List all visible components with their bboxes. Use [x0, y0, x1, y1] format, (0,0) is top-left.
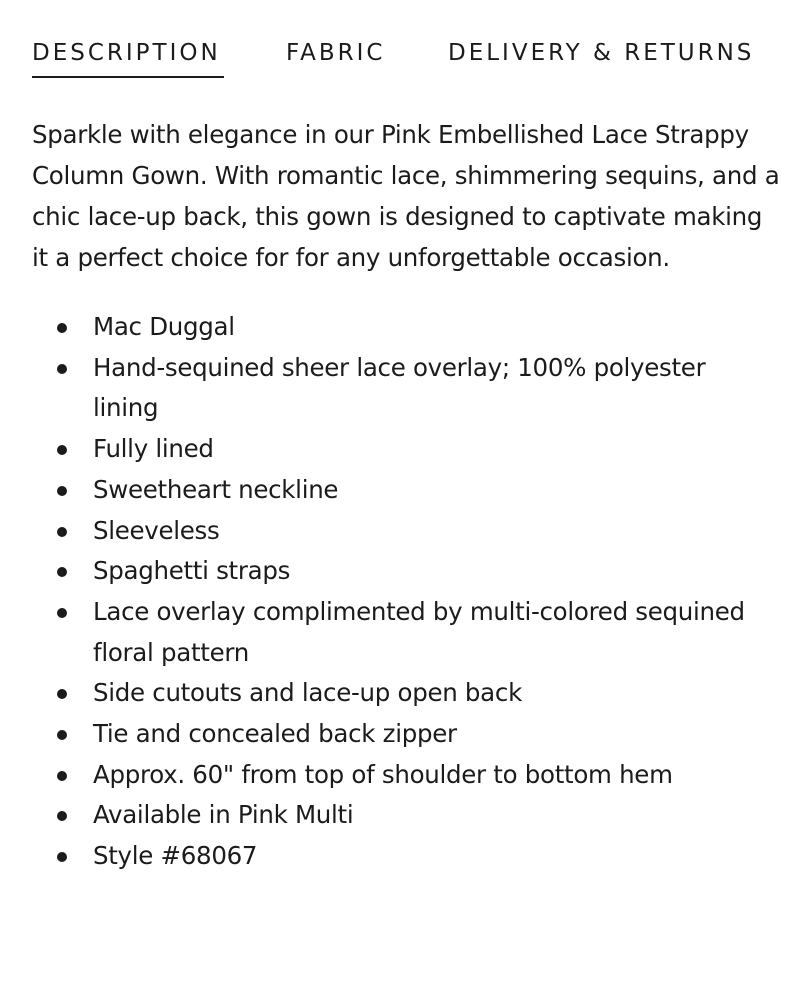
bullet-icon	[57, 608, 67, 618]
tab-delivery-returns[interactable]: DELIVERY & RETURNS	[448, 40, 755, 66]
list-item	[32, 836, 772, 877]
list-item	[32, 551, 772, 592]
bullet-icon	[57, 852, 67, 862]
bullet-icon	[57, 323, 67, 333]
product-features-list	[32, 307, 772, 877]
feature-text: Sleeveless	[93, 515, 220, 545]
list-item	[32, 592, 772, 673]
feature-text: Sweetheart neckline	[93, 474, 339, 504]
feature-text: Side cutouts and lace-up open back	[93, 678, 522, 708]
feature-text: Mac Duggal	[93, 312, 235, 341]
feature-text: Spaghetti straps	[93, 556, 291, 586]
bullet-icon	[57, 689, 67, 699]
list-item	[32, 755, 772, 796]
product-info-tabs	[32, 36, 781, 82]
tab-description[interactable]: DESCRIPTION	[32, 40, 221, 66]
feature-text: Available in Pink Multi	[93, 800, 354, 830]
bullet-icon	[57, 811, 67, 821]
feature-text: Lace overlay complimented by multi-colored sequined floral pattern	[93, 596, 745, 667]
bullet-icon	[57, 445, 67, 455]
feature-text: Style #68067	[93, 841, 258, 871]
list-item	[32, 511, 772, 552]
bullet-icon	[57, 771, 67, 781]
bullet-icon	[57, 527, 67, 537]
feature-text: Hand-sequined sheer lace overlay; 100% polyester lining	[93, 352, 706, 423]
list-item	[32, 307, 772, 348]
bullet-icon	[57, 567, 67, 577]
bullet-icon	[57, 730, 67, 740]
feature-text: Approx. 60" from top of shoulder to bottom hem	[93, 759, 673, 789]
list-item	[32, 714, 772, 755]
feature-text: Fully lined	[93, 434, 214, 464]
product-description: Sparkle with elegance in our Pink Embellished Lace Strappy Column Gown. With romantic lace, shimmering sequins, and a chic lace-up back, this gown is designed to captivate making it a perfect choice for for any unforgettable occasion.	[32, 120, 780, 272]
list-item	[32, 470, 772, 511]
bullet-icon	[57, 486, 67, 496]
list-item	[32, 673, 772, 714]
tab-fabric[interactable]: FABRIC	[286, 40, 386, 66]
list-item	[32, 348, 772, 429]
list-item	[32, 429, 772, 470]
bullet-icon	[57, 364, 67, 374]
feature-text: Tie and concealed back zipper	[93, 719, 457, 749]
active-tab-indicator	[32, 76, 224, 78]
list-item	[32, 795, 772, 836]
